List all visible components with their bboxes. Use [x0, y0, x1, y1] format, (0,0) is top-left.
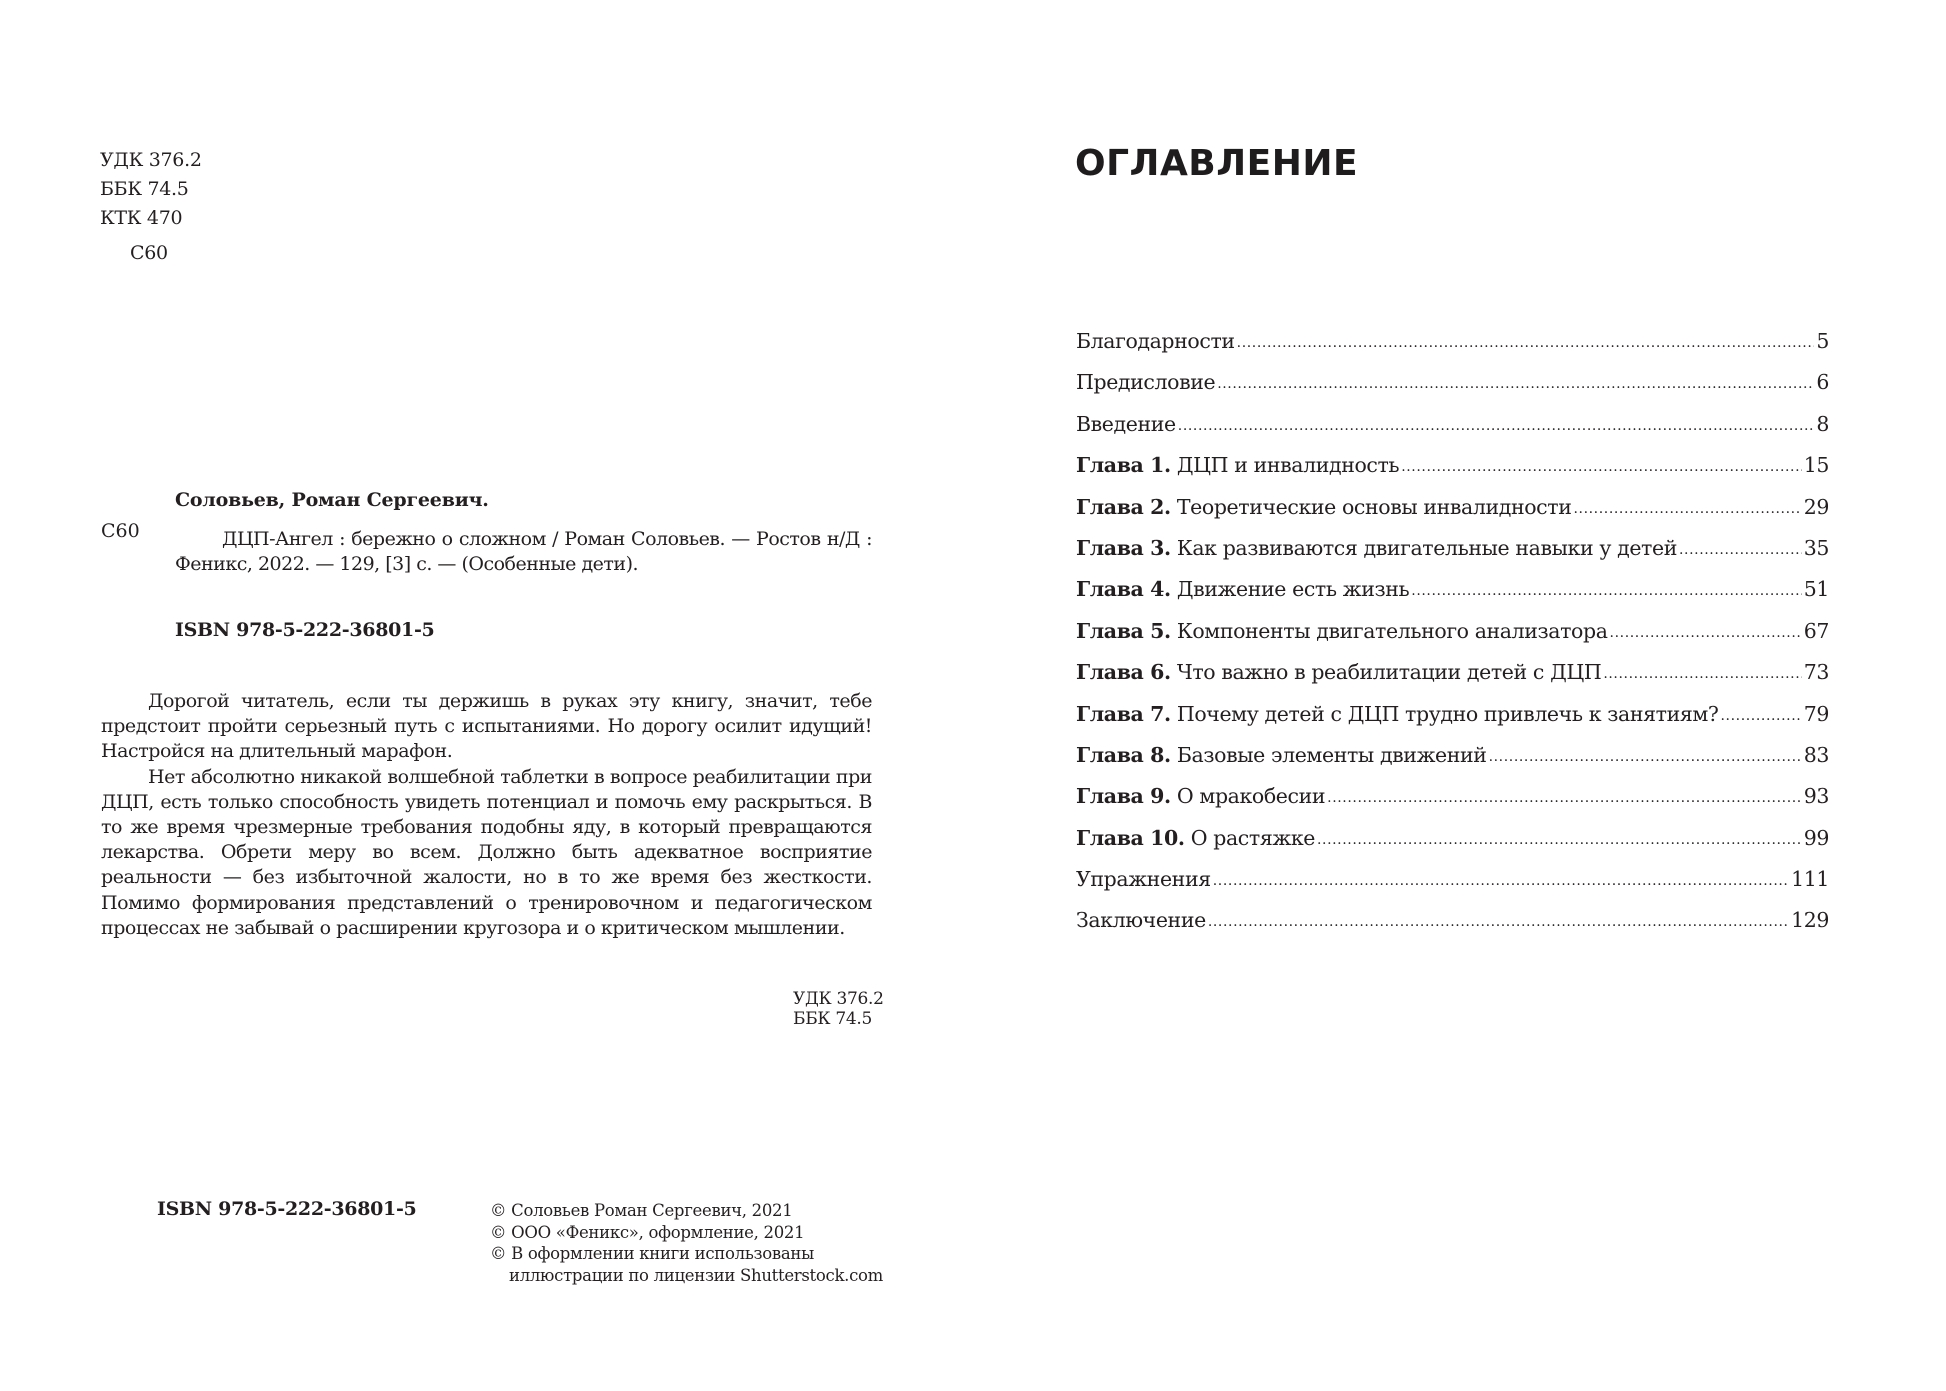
- toc-entry[interactable]: [1076, 619, 1829, 660]
- dot-leader: [1489, 749, 1802, 765]
- page-title: ОГЛАВЛЕНИЕ: [1075, 143, 1359, 184]
- dot-leader: [1401, 459, 1802, 475]
- toc-page-number: 67: [1803, 618, 1829, 643]
- toc-entry-label: Глава 7. Почему детей с ДЦП трудно привлечь к занятиям?: [1076, 701, 1719, 726]
- abstract-paragraph: Нет абсолютно никакой волшебной таблетки в вопросе реабилитации при ДЦП, есть только способность увидеть потенциал и помочь ему раскрыться. В то же время чрезмерные требования подобны яду, в который превращаются лекарства. Обрети меру во всем. Должно быть адекватное восприятие реальности — без избыточной жалости, но в то же время без жесткости. Помимо формирования представлений о тренировочном и педагогическом процессах не забывай о расширении кругозора и о критическом мышлении.: [101, 765, 872, 939]
- toc-page-number: 35: [1803, 535, 1829, 560]
- copyright-block: [490, 1200, 883, 1286]
- bbk-code: ББК 74.5: [100, 178, 189, 200]
- toc-page-number: 93: [1803, 784, 1829, 809]
- isbn: ISBN 978-5-222-36801-5: [175, 619, 435, 641]
- copyright-line: © ООО «Феникс», оформление, 2021: [490, 1222, 805, 1242]
- toc-entry[interactable]: [1076, 495, 1829, 536]
- classification-block: [100, 146, 202, 268]
- toc-entry[interactable]: [1076, 370, 1829, 411]
- dot-leader: [1217, 376, 1814, 392]
- toc-entry[interactable]: [1076, 743, 1829, 784]
- ktk-code: КТК 470: [100, 207, 183, 229]
- footer-isbn: ISBN 978-5-222-36801-5: [157, 1198, 417, 1220]
- dot-leader: [1208, 914, 1789, 930]
- toc-entry-label: Глава 4. Движение есть жизнь: [1076, 577, 1410, 602]
- toc-page-number: 129: [1791, 908, 1829, 933]
- toc-entry-label: Благодарности: [1076, 329, 1235, 353]
- dot-leader: [1213, 873, 1789, 889]
- toc-entry[interactable]: [1076, 784, 1829, 825]
- toc-page-number: 111: [1791, 867, 1829, 892]
- toc-entry-label: Глава 5. Компоненты двигательного анализатора: [1076, 618, 1608, 643]
- udk-code: УДК 376.2: [100, 149, 202, 171]
- classification-bottom: [793, 989, 884, 1029]
- toc-entry[interactable]: [1076, 412, 1829, 453]
- toc-page-number: 83: [1803, 742, 1829, 767]
- citation-line-2: Феникс, 2022. — 129, [3] с. — (Особенные дети).: [175, 553, 639, 575]
- dot-leader: [1573, 501, 1801, 517]
- toc-entry[interactable]: [1076, 660, 1829, 701]
- toc-entry-label: Упражнения: [1076, 867, 1211, 892]
- toc-entry-label: Введение: [1076, 411, 1176, 436]
- dot-leader: [1411, 583, 1801, 599]
- citation-line-1: ДЦП-Ангел : бережно о сложном / Роман Соловьев. — Ростов н/Д :: [222, 528, 872, 550]
- abstract-paragraph: Дорогой читатель, если ты держишь в руках эту книгу, значит, тебе предстоит пройти серьезный путь с испытаниями. Но дорогу осилит идущий! Настройся на длительный марафон.: [101, 690, 872, 763]
- toc-page-number: 6: [1816, 370, 1829, 395]
- toc-entry-label: Глава 8. Базовые элементы движений: [1076, 742, 1487, 767]
- toc-entry[interactable]: [1076, 577, 1829, 618]
- author-sign-side: С60: [101, 520, 140, 542]
- toc-page-number: 73: [1803, 660, 1829, 685]
- toc-page-number: 5: [1816, 329, 1829, 353]
- dot-leader: [1610, 625, 1802, 641]
- toc-entry[interactable]: [1076, 908, 1829, 949]
- toc-entry[interactable]: [1076, 453, 1829, 494]
- toc-entry-label: Глава 2. Теоретические основы инвалидности: [1076, 494, 1572, 519]
- toc-entry[interactable]: [1076, 826, 1829, 867]
- udk-code: УДК 376.2: [793, 989, 884, 1009]
- toc-entry-label: Глава 10. О растяжке: [1076, 825, 1315, 850]
- toc-entry[interactable]: [1076, 702, 1829, 743]
- toc-page-number: 79: [1803, 701, 1829, 726]
- dot-leader: [1603, 666, 1801, 682]
- toc-entry[interactable]: [1076, 867, 1829, 908]
- toc-entry-label: Заключение: [1076, 908, 1206, 933]
- toc-entry[interactable]: [1076, 536, 1829, 577]
- dot-leader: [1327, 790, 1802, 806]
- bbk-code: ББК 74.5: [793, 1009, 872, 1029]
- dot-leader: [1178, 418, 1815, 434]
- toc-page-number: 15: [1803, 453, 1829, 478]
- toc-page-number: 99: [1803, 825, 1829, 850]
- copyright-line: © В оформлении книги использованы: [490, 1244, 814, 1263]
- dot-leader: [1721, 708, 1802, 724]
- toc-entry-label: Глава 6. Что важно в реабилитации детей с ДЦП: [1076, 660, 1602, 685]
- dot-leader: [1679, 542, 1802, 558]
- copyright-line: иллюстрации по лицензии Shutterstock.com: [509, 1265, 884, 1285]
- toc-entry-label: Предисловие: [1076, 370, 1216, 395]
- toc-page-number: 29: [1803, 494, 1829, 519]
- toc-entry-label: Глава 9. О мракобесии: [1076, 784, 1326, 809]
- dot-leader: [1317, 832, 1802, 848]
- copyright-line: © Соловьев Роман Сергеевич, 2021: [490, 1201, 793, 1220]
- book-abstract: [101, 689, 872, 941]
- author-name: Соловьев, Роман Сергеевич.: [175, 489, 489, 511]
- bibliographic-citation: [175, 527, 872, 577]
- toc-page-number: 8: [1816, 411, 1829, 436]
- toc-entry-label: Глава 3. Как развиваются двигательные навыки у детей: [1076, 535, 1677, 560]
- table-of-contents: [1076, 329, 1829, 950]
- author-sign: С60: [130, 242, 168, 264]
- toc-page-number: 51: [1803, 577, 1829, 602]
- toc-entry-label: Глава 1. ДЦП и инвалидность: [1076, 453, 1400, 478]
- dot-leader: [1237, 335, 1815, 351]
- toc-entry[interactable]: [1076, 329, 1829, 370]
